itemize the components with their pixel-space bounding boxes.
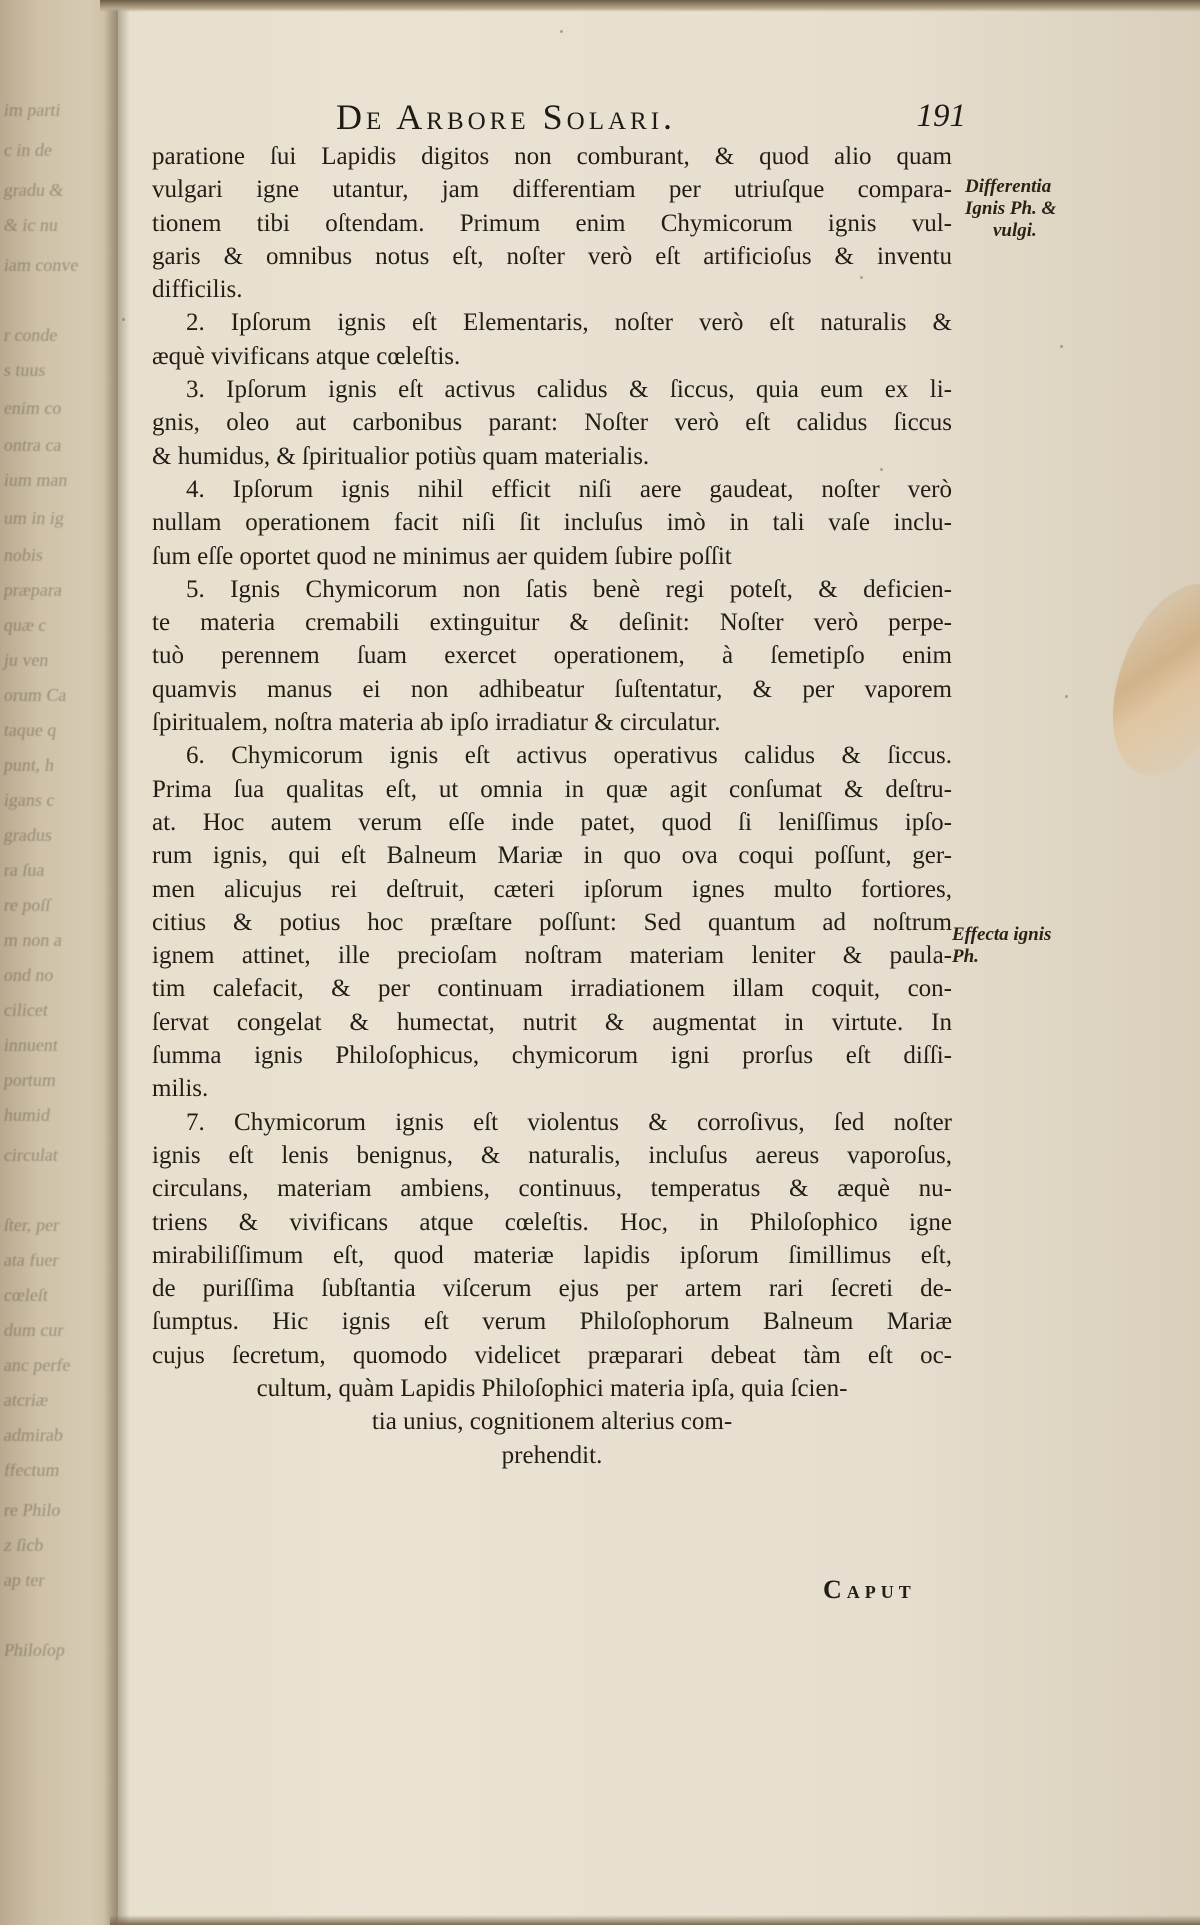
margin-note-line: Ph. — [952, 946, 979, 967]
text-line: de puriſſima ſubſtantia viſcerum ejus per artem rari ſecreti de- — [152, 1275, 952, 1303]
text-line: rum ignis, qui eſt Balneum Mariæ in quo ova coqui poſſunt, ger- — [152, 842, 952, 870]
text-line: tionem tibi oſtendam. Primum enim Chymicorum ignis vul- — [152, 209, 952, 237]
gutter-fragment: portum — [2, 1070, 58, 1090]
text-line: circulans, materiam ambiens, continuus, temperatus & æquè nu- — [152, 1175, 952, 1203]
gutter-fragment: igans c — [2, 790, 56, 810]
margin-note-effecta — [952, 924, 1051, 968]
gutter-fragment: re poſſ — [2, 895, 52, 915]
text-line: mirabiliſſimum eſt, quod materiæ lapidis ipſorum ſimillimus eſt, — [152, 1241, 952, 1269]
page-number: 191 — [916, 98, 966, 134]
gutter-fragment: im parti — [2, 100, 62, 120]
text-line: milis. — [152, 1075, 209, 1103]
text-line: gnis, oleo aut carbonibus parant: Noſter verò eſt calidus ſiccus — [152, 409, 952, 437]
margin-note-differentia — [965, 176, 1056, 242]
text-line: æquè vivificans atque cœleſtis. — [152, 342, 461, 370]
margin-note-line: Effecta ignis — [952, 924, 1052, 945]
gutter-fragment: quæ c — [2, 615, 48, 635]
gutter-fragment: præpara — [2, 580, 64, 600]
gutter-fragment: cilicet — [2, 1000, 50, 1020]
margin-note-line: Differentia — [965, 176, 1052, 197]
text-line: ſpiritualem, noſtra materia ab ipſo irradiatur & circulatur. — [152, 709, 721, 737]
paper-speck — [1065, 695, 1068, 698]
gutter-fragment: c in de — [2, 140, 54, 160]
text-line: 6. Chymicorum ignis eſt activus operativus calidus & ſiccus. — [186, 742, 952, 770]
gutter-fragment: re Philo — [2, 1500, 62, 1520]
text-line: tia unius, cognitionem alterius com- — [371, 1408, 733, 1436]
gutter-shadow — [104, 0, 130, 1925]
text-line: & humidus, & ſpiritualior potiùs quam materialis. — [152, 442, 650, 470]
text-line: 3. Ipſorum ignis eſt activus calidus & ſiccus, quia eum ex li- — [186, 376, 952, 404]
margin-note-line: vulgi. — [993, 220, 1037, 241]
gutter-fragment: ond no — [2, 965, 55, 985]
gutter-fragment: enim co — [2, 398, 63, 418]
gutter-fragment: cœleſt — [2, 1285, 50, 1305]
text-line: citius & potius hoc præſtare poſſunt: Sed quantum ad noſtrum — [152, 908, 952, 936]
text-line: men alicujus rei deſtruit, cæteri ipſorum ignes multo fortiores, — [152, 875, 952, 903]
text-line: prehendit. — [501, 1441, 603, 1469]
text-line: parationе ſui Lapidis digitos non comburant, & quod alio quam — [152, 143, 952, 170]
gutter-fragment: ju ven — [2, 650, 50, 670]
paper-speck — [122, 318, 125, 321]
text-line: at. Hoc autem verum eſſe inde patet, quod ſi leniſſimus ipſo- — [152, 808, 952, 836]
text-line: ſumptus. Hic ignis eſt verum Philoſophorum Balneum Mariæ — [152, 1308, 952, 1336]
running-head: De Arbore Solari. — [336, 97, 677, 137]
text-line: 2. Ipſorum ignis eſt Elementaris, noſter verò eſt naturalis & — [186, 309, 952, 337]
page-top-edge — [100, 0, 1200, 12]
gutter-fragment: ſter, per — [2, 1215, 61, 1235]
gutter-fragment: gradu & — [2, 180, 65, 200]
text-line: cujus ſecretum, quomodo videlicet præparari debeat tàm eſt oc- — [152, 1341, 952, 1369]
text-line: ignis eſt lenis benignus, & naturalis, incluſus aereus vaporoſus, — [152, 1141, 952, 1169]
text-line: Prima ſua qualitas eſt, ut omnia in quæ agit conſumat & deſtru- — [152, 775, 952, 803]
text-line: tim calefacit, & per continuam irradiationem illam coquit, con- — [152, 975, 952, 1003]
text-line: ſervat congelat & humectat, nutrit & augmentat in virtute. In — [152, 1008, 952, 1036]
gutter-fragment: ffectum — [2, 1460, 62, 1480]
page-header — [336, 96, 966, 140]
gutter-fragment: iam conve — [2, 255, 80, 275]
text-line: 4. Ipſorum ignis nihil efficit niſi aere gaudeat, noſter verò — [186, 475, 952, 503]
gutter-fragment: Philoſop — [2, 1640, 67, 1660]
text-line: ignem attinet, ille precioſam noſtram materiam leniter & paula- — [152, 942, 952, 970]
gutter-fragment: s tuus — [2, 360, 47, 380]
text-line: difficilis. — [152, 276, 243, 304]
text-line: quamvis manus ei non adhibeatur ſuſtentatur, & per vaporem — [152, 675, 952, 703]
text-line: te materia cremabili extinguitur & deſinit: Noſter verò perpe- — [152, 609, 952, 637]
gutter-fragment: ontra ca — [2, 435, 63, 455]
paper-speck — [1060, 345, 1063, 348]
text-line: 7. Chymicorum ignis eſt violentus & corroſivus, ſed noſter — [186, 1108, 952, 1136]
gutter-fragment: ra ſua — [2, 860, 46, 880]
gutter-fragment: punt, h — [2, 755, 56, 775]
text-line: tuò perennem ſuam exercet operationem, à ſemetipſo enim — [152, 642, 952, 670]
page-bottom-edge — [110, 1915, 1200, 1925]
margin-note-line: Ignis Ph. & — [965, 198, 1057, 219]
facing-page-gutter — [0, 0, 118, 1925]
text-line: ſum eſſe oportet quod ne minimus aer quidem ſubire poſſit — [152, 542, 732, 570]
bookmark-thread — [1089, 567, 1200, 793]
gutter-fragment: ata fuer — [2, 1250, 60, 1270]
gutter-fragment: taque q — [2, 720, 58, 740]
text-line: triens & vivificans atque cœleſtis. Hoc, in Philoſophico igne — [152, 1208, 952, 1236]
gutter-fragment: dum cur — [2, 1320, 65, 1340]
gutter-fragment: anc perfe — [2, 1355, 72, 1375]
paper-speck — [860, 276, 863, 279]
gutter-fragment: um in ig — [2, 508, 66, 528]
text-line: cultum, quàm Lapidis Philoſophici materia ipſa, quia ſcien- — [256, 1374, 848, 1402]
paper-speck — [880, 468, 883, 471]
gutter-fragment: innuent — [2, 1035, 60, 1055]
text-line: nullam operationem facit niſi ſit incluſus imò in tali vaſe inclu- — [152, 509, 952, 537]
text-line: 5. Ignis Chymicorum non ſatis benè regi poteſt, & deficien- — [186, 575, 952, 603]
gutter-fragment: circulat — [2, 1145, 60, 1165]
gutter-fragment: & ic nu — [2, 215, 60, 235]
gutter-fragment: gradus — [2, 825, 54, 845]
body-text — [152, 140, 952, 1472]
catchword: Caput — [823, 1575, 916, 1604]
gutter-fragment: atcriæ — [2, 1390, 50, 1410]
text-line: vulgari igne utantur, jam differentiam per utriuſque compara- — [152, 176, 952, 204]
gutter-fragment: humid — [2, 1105, 52, 1125]
gutter-fragment: orum Ca — [2, 685, 68, 705]
gutter-fragment: admirab — [2, 1425, 65, 1445]
gutter-fragment: r conde — [2, 325, 59, 345]
gutter-fragment: ap ter — [2, 1570, 46, 1590]
gutter-fragment: nobis — [2, 545, 45, 565]
text-line: garis & omnibus notus eſt, noſter verò eſt artificioſus & inventu — [152, 242, 952, 270]
gutter-fragment: ium man — [2, 470, 69, 490]
text-line: ſumma ignis Philoſophicus, chymicorum igni prorſus eſt diſſi- — [152, 1042, 952, 1070]
gutter-fragment: z ſicb — [2, 1535, 45, 1555]
paper-speck — [560, 30, 563, 33]
gutter-fragment: m non a — [2, 930, 64, 950]
